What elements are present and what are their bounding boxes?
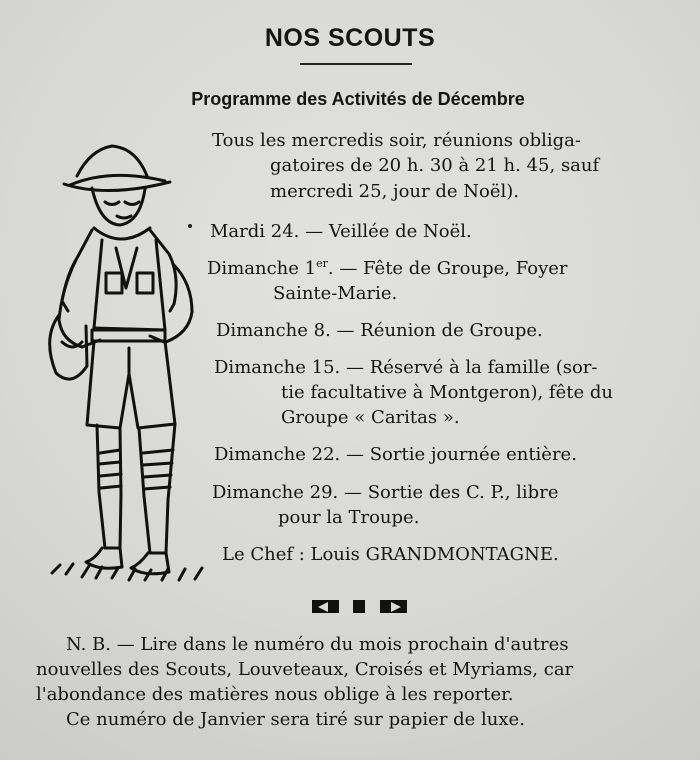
- event-dimanche-8: Dimanche 8. — Réunion de Groupe.: [216, 320, 543, 341]
- event-dimanche-1-suffix: . — Fête de Groupe, Foyer: [327, 258, 568, 279]
- note-line-4: Ce numéro de Janvier sera tiré sur papier de luxe.: [66, 709, 525, 730]
- event-dimanche-1-superscript: er: [316, 257, 328, 270]
- intro-line-3: mercredi 25, jour de Noël).: [270, 181, 519, 202]
- event-dimanche-29-line-1: Dimanche 29. — Sortie des C. P., libre: [212, 482, 559, 503]
- note-line-3: l'abondance des matières nous oblige à les reporter.: [36, 684, 514, 705]
- event-mardi-24: Mardi 24. — Veillée de Noël.: [210, 221, 472, 242]
- note-line-1: N. B. — Lire dans le numéro du mois prochain d'autres: [66, 634, 569, 655]
- chef-signature: Le Chef : Louis GRANDMONTAGNE.: [222, 544, 559, 565]
- event-dimanche-15-line-1: Dimanche 15. — Réservé à la famille (sor-: [214, 357, 598, 378]
- page-title: NOS SCOUTS: [264, 24, 436, 52]
- note-line-2: nouvelles des Scouts, Louveteaux, Croisés et Myriams, car: [36, 659, 574, 680]
- intro-line-1: Tous les mercredis soir, réunions obliga-: [212, 130, 581, 151]
- event-dimanche-1-line-1: [207, 257, 568, 279]
- title-underline: [300, 63, 412, 65]
- event-dimanche-29-line-2: pour la Troupe.: [278, 507, 420, 528]
- event-dimanche-22: Dimanche 22. — Sortie journée entière.: [214, 444, 577, 465]
- event-dimanche-1-prefix: Dimanche 1: [207, 258, 317, 279]
- event-dimanche-15-line-2: tie facultative à Montgeron), fête du: [281, 382, 613, 403]
- bullet-dot-icon: [188, 224, 192, 228]
- event-dimanche-1-line-2: Sainte-Marie.: [273, 283, 398, 304]
- page-subtitle: Programme des Activités de Décembre: [191, 89, 525, 109]
- ornament-divider-icon: [312, 599, 412, 615]
- intro-line-2: gatoires de 20 h. 30 à 21 h. 45, sauf: [270, 155, 600, 176]
- scout-illustration-icon: [42, 128, 212, 588]
- event-dimanche-15-line-3: Groupe « Caritas ».: [281, 407, 460, 428]
